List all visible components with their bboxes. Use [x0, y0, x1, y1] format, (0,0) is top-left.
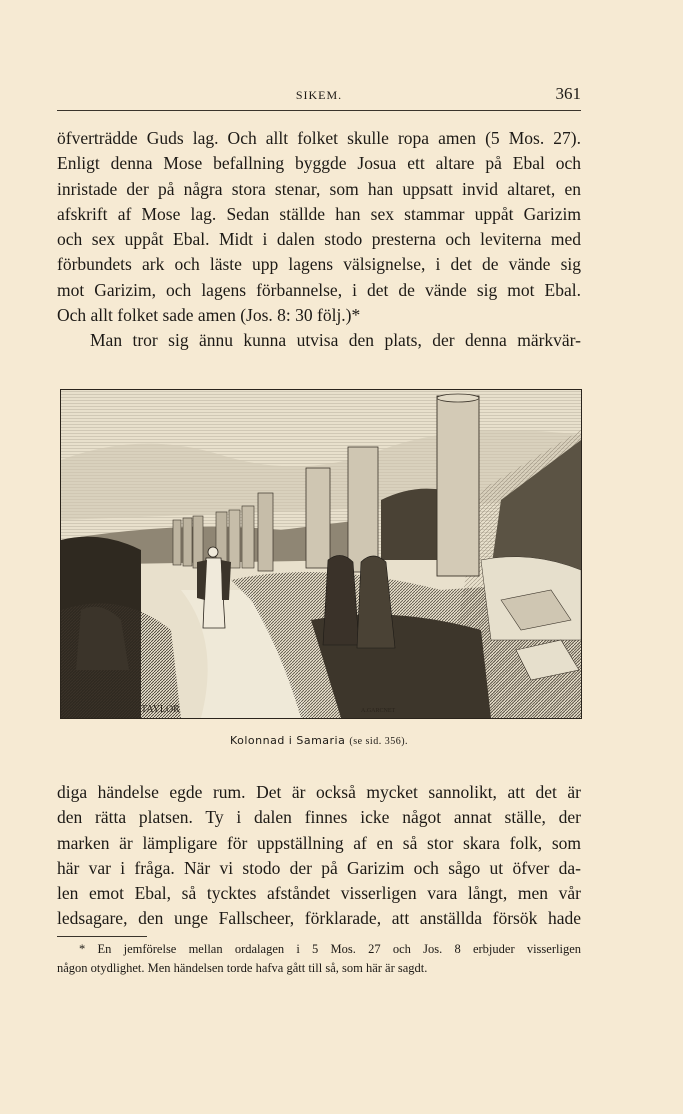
- text-line: ledsagare, den unge Fallscheer, förklarade, att anställda försök hade: [57, 908, 581, 929]
- text-line: Man tror sig ännu kunna utvisa den plats, der denna märkvär-: [90, 330, 581, 351]
- page-header: [57, 86, 581, 111]
- text-line: öfverträdde Guds lag. Och allt folket skulle ropa amen (5 Mos. 27).: [57, 128, 581, 148]
- engraving-colonnade: [60, 389, 582, 719]
- footnote: [57, 940, 581, 978]
- footnote-rule: [57, 936, 147, 937]
- footnote-line: någon otydlighet. Men händelsen torde hafva gått till så, som här är sagdt.: [57, 961, 428, 975]
- figure-caption: [57, 734, 581, 747]
- text-line: inristade der på några stora stenar, som han uppsatt invid altaret, en: [57, 178, 581, 199]
- text-line: och sex uppåt Ebal. Midt i dalen stodo presterna och leviterna med: [57, 229, 581, 250]
- running-head: SIKEM.: [295, 88, 343, 102]
- caption-reference: (se sid. 356).: [349, 736, 409, 747]
- body-text-bottom: [57, 780, 581, 932]
- text-line: förbundets ark och läste upp lagens välsignelse, i det de vände sig: [57, 254, 581, 275]
- text-line: Enligt denna Mose befallning byggde Josua ett altare på Ebal och: [57, 153, 581, 174]
- text-line: len emot Ebal, så tycktes afståndet visserligen vara långt, men vår: [57, 883, 581, 904]
- text-line: marken är lämpligare för uppställning af en så stor skara folk, som: [57, 832, 581, 853]
- body-text-top: [57, 126, 581, 354]
- text-line: diga händelse egde rum. Det är också mycket sannolikt, att det är: [57, 782, 581, 802]
- text-line: den rätta platsen. Ty i dalen finnes icke något annat ställe, der: [57, 807, 581, 828]
- footnote-line: * En jemförelse mellan ordalagen i 5 Mos. 27 och Jos. 8 erbjuder visserligen: [79, 942, 581, 956]
- artist-signature-left: TAYLOR: [141, 704, 180, 715]
- text-line: mot Garizim, och lagens förbannelse, i det de vände sig mot Ebal.: [57, 279, 581, 300]
- caption-title: Kolonnad i Samaria: [229, 734, 346, 747]
- engraving-illustration: [61, 390, 581, 718]
- engraver-signature-right: A.GARCNET: [361, 708, 396, 714]
- text-line: afskrift af Mose lag. Sedan ställde han sex stammar uppåt Garizim: [57, 203, 581, 224]
- text-line: här var i fråga. När vi stodo der på Garizim och sågo ut öfver da-: [57, 857, 581, 878]
- page-number: 361: [555, 84, 581, 103]
- text-line: Och allt folket sade amen (Jos. 8: 30 följ.)*: [57, 305, 361, 326]
